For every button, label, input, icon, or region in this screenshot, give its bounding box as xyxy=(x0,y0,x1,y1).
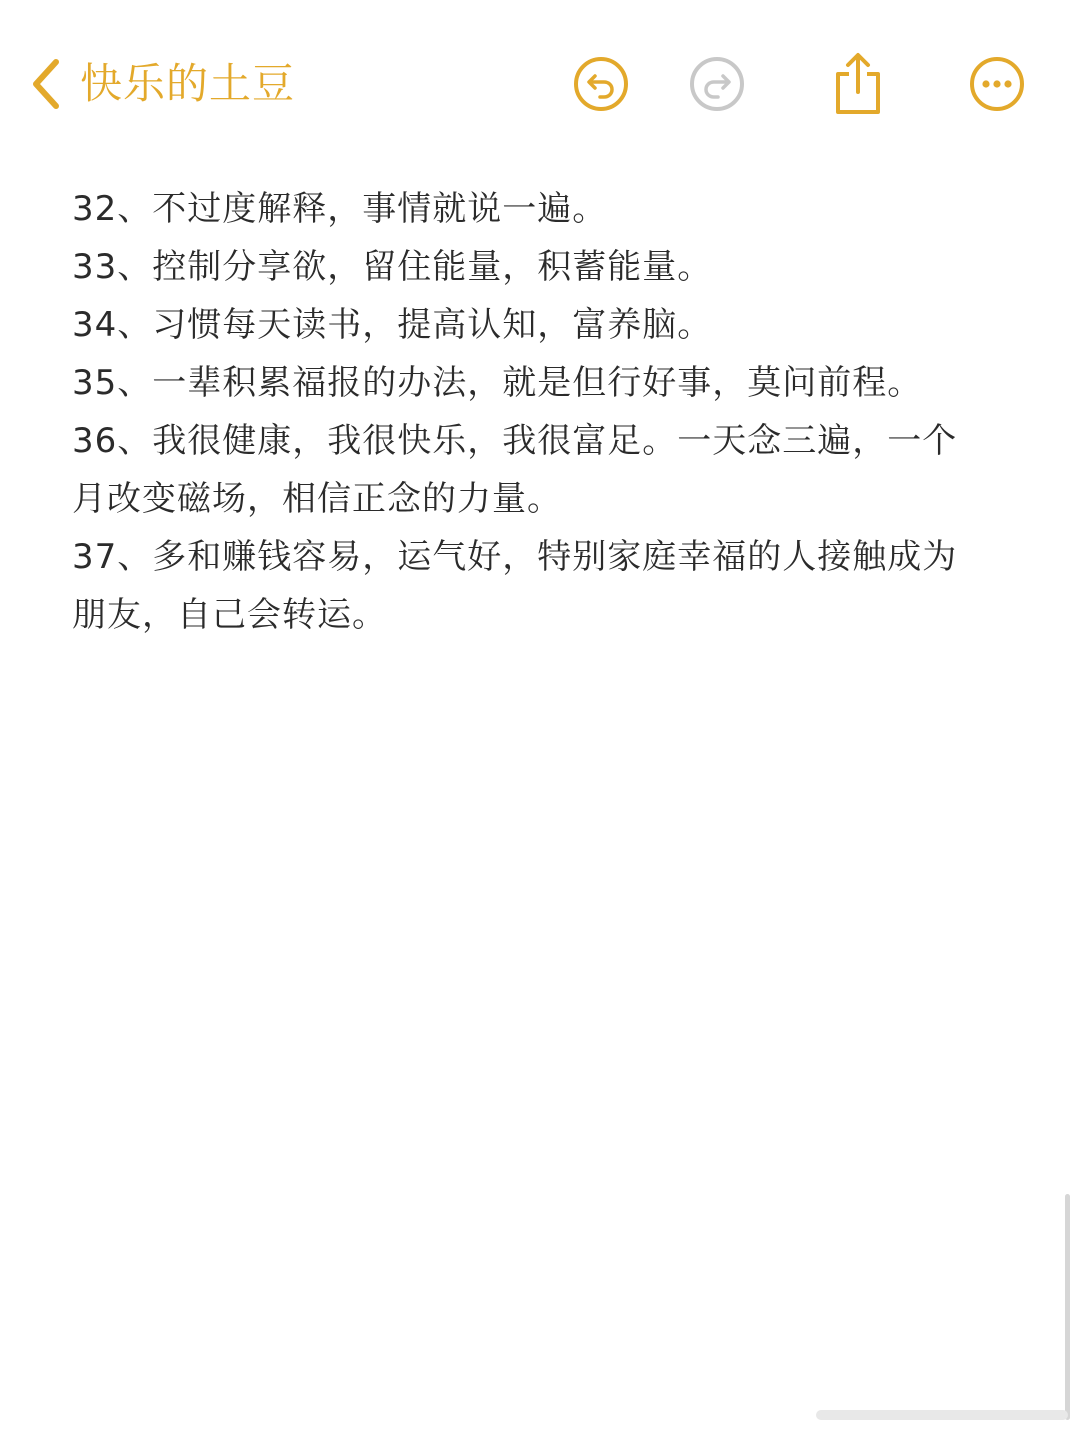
back-label: 快乐的土豆 xyxy=(80,59,296,108)
back-button[interactable] xyxy=(28,52,295,116)
more-button[interactable] xyxy=(969,56,1025,112)
share-button[interactable] xyxy=(830,50,886,116)
undo-button[interactable] xyxy=(573,56,629,112)
undo-icon xyxy=(573,56,629,112)
note-line: 33、控制分享欲，留住能量，积蓄能量。 xyxy=(72,247,713,287)
home-indicator[interactable] xyxy=(816,1410,1068,1420)
note-content[interactable] xyxy=(72,180,992,644)
note-line: 32、不过度解释，事情就说一遍。 xyxy=(72,189,608,229)
navigation-bar xyxy=(0,0,1080,170)
share-icon xyxy=(830,50,886,116)
note-line: 37、多和赚钱容易，运气好，特别家庭幸福的人接触成为朋友，自己会转运。 xyxy=(72,537,958,635)
scrollbar[interactable] xyxy=(1065,1194,1070,1420)
redo-icon xyxy=(689,56,745,112)
chevron-left-icon xyxy=(28,56,62,112)
note-line: 36、我很健康，我很快乐，我很富足。一天念三遍，一个月改变磁场，相信正念的力量。 xyxy=(72,421,958,519)
more-icon xyxy=(969,56,1025,112)
redo-button[interactable] xyxy=(689,56,745,112)
note-line: 34、习惯每天读书，提高认知，富养脑。 xyxy=(72,305,713,345)
note-line: 35、一辈积累福报的办法，就是但行好事，莫问前程。 xyxy=(72,363,923,403)
